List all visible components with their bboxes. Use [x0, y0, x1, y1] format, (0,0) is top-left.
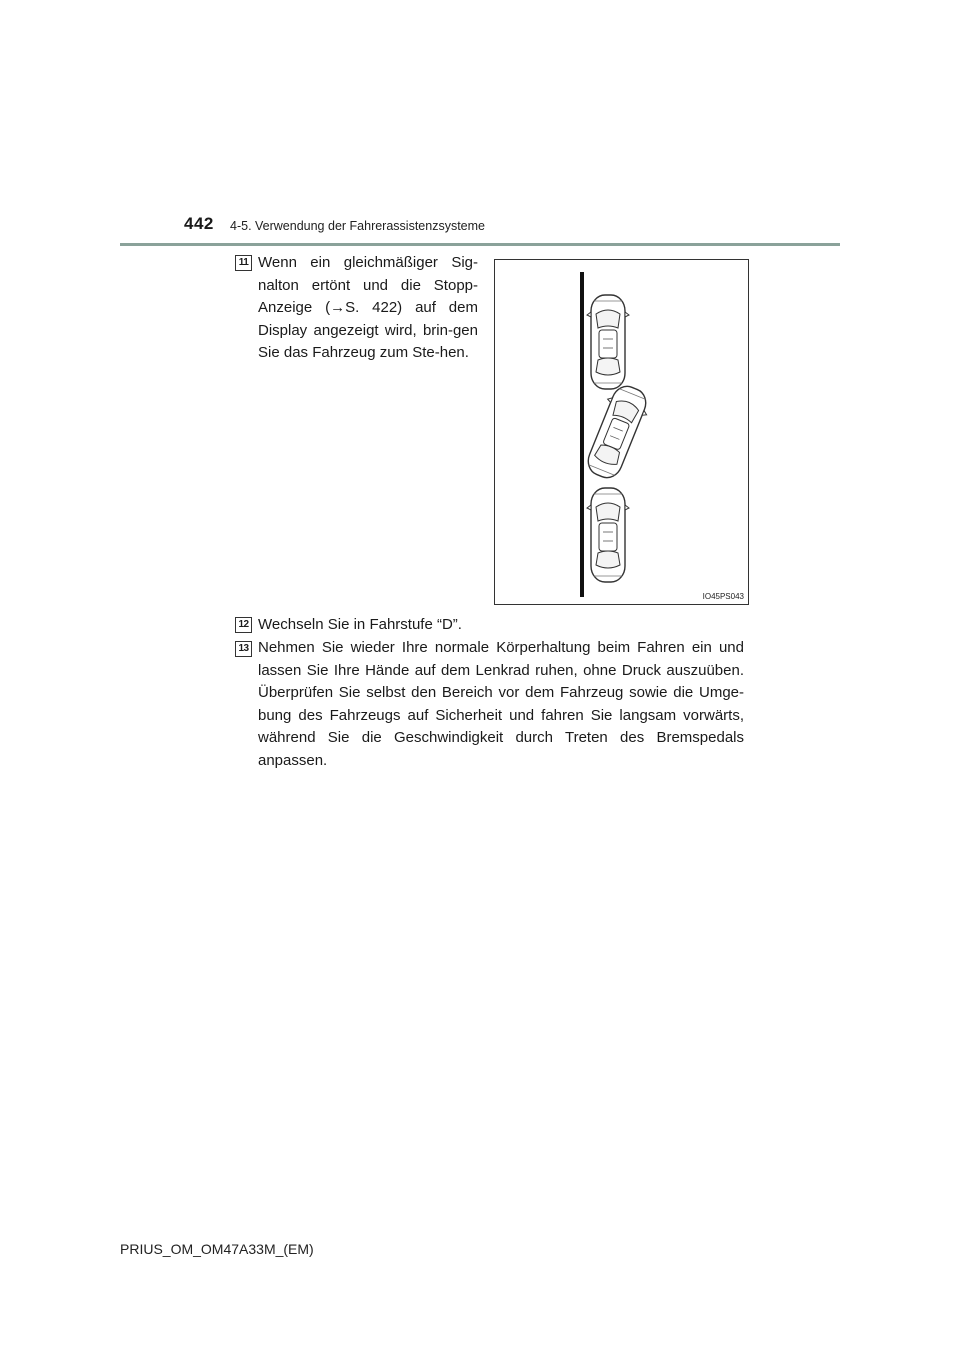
step-13-badge: 13: [235, 641, 252, 657]
step-11-text: Wenn ein gleichmäßiger Sig-nalton ertönt und die Stopp-Anzeige (→S. 422) auf dem Display angezeigt wird, brin-gen Sie das Fahrzeug zum Ste-hen.: [258, 254, 478, 361]
figure-code: IO45PS043: [702, 592, 744, 601]
step-12-badge: 12: [235, 617, 252, 633]
parked-car-rear-icon: [587, 488, 629, 582]
step-12-text: Wechseln Sie in Fahrstufe “D”.: [258, 616, 462, 633]
page-number: 442: [184, 214, 214, 233]
parked-car-front-icon: [587, 295, 629, 389]
header-divider: [120, 243, 840, 246]
parking-illustration: [494, 259, 749, 605]
step-11-badge: 11: [235, 255, 252, 271]
maneuvering-car-icon: [580, 381, 654, 484]
step-13-text: Nehmen Sie wieder Ihre normale Körperhaltung beim Fahren ein und lassen Sie Ihre Hände auf dem Lenkrad ruhen, ohne Druck auszuüben. Überprüfen Sie selbst den Bereich vor dem Fahrzeug sowie die Umge-bung des Fahrzeugs auf Sicherheit und fahren Sie langsam vorwärts, während Sie die Geschwindigkeit durch Treten des Bremspedals anpassen.: [258, 639, 744, 769]
parking-diagram: [495, 260, 750, 606]
section-title: 4-5. Verwendung der Fahrerassistenzsysteme: [230, 219, 485, 233]
document-id: PRIUS_OM_OM47A33M_(EM): [120, 1241, 314, 1257]
